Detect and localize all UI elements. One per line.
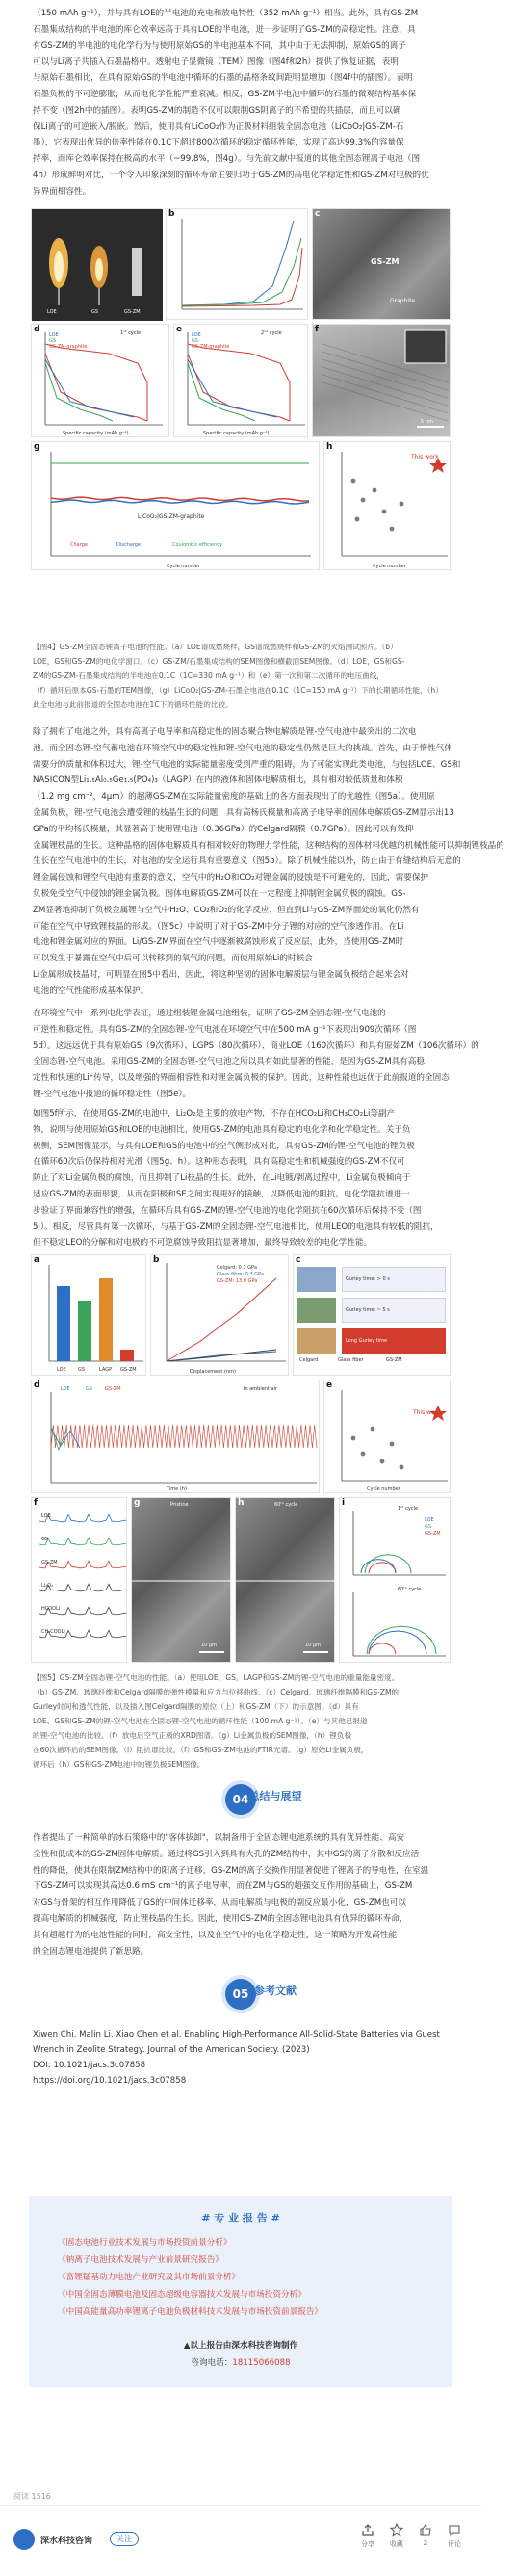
panel-label: f [315,325,319,334]
series-gszm [45,354,147,421]
section-title-summary: 总结与展望 [248,1790,302,1802]
report-item[interactable]: 《中国高能量高功率锂离子电池负极材料技术发展与市场投资前景报告》 [58,2307,323,2317]
electrochemical-window-plot [167,209,309,321]
bar [99,1278,113,1361]
text-line: 【图5】GS-ZM全固态锂-空气电池的性能。（a）使用LOE，GS，LAGP和GS-ZM的锂-空气电池的重量能量密度。 [33,1673,400,1682]
panel-label: h [238,1498,245,1508]
figure-4-caption [33,640,449,712]
fig4-panel-f [312,324,451,437]
fig5-panel-f [31,1497,127,1663]
legend-gszm: GS-ZM-graphite [192,344,230,350]
reference-point [373,488,377,493]
reference-block [33,2027,449,2089]
text-line: LOE，GS和GS-ZM的电化学窗口。（c）GS-ZM/石墨集成结构的SEM图像和横截面SEM图像。（d）LOE，GS和GS- [33,657,405,666]
text-line: 但不稳定LEO的分解和对电极的不可逆腐蚀导致阻抗显著增加，最终导致较差的电化学性能。 [33,1238,373,1249]
fig4-panel-h [323,441,451,570]
series-gszm [167,1278,276,1361]
panel-label: b [168,209,175,219]
sample-gszm: GS-ZM [386,1357,402,1363]
impedance-spectra [340,1498,452,1664]
share-action[interactable] [356,2523,379,2549]
read-count: 阅读 1516 [13,2492,51,2501]
text-line: 金属负极，锂-空气电池会遭受锂的枝晶生长的问题，具有高杨氏模量和高离子电导率的固体电解质GS-ZM显示出13 [33,807,454,818]
sem-overlay-label-2: Graphite [390,298,416,304]
series-gs [182,238,301,305]
series-charge [51,497,309,501]
legend-gs: GS [86,1386,93,1392]
legend-ce: Coulombic efficiency [172,542,222,548]
text-line: ZM的GS-ZM-石墨集成结构的半电池在0.1C（1C=330 mA g⁻¹）和（e）第一次和第二次循环的电压曲线， [33,671,385,680]
report-contact [29,2356,452,2370]
x-axis-label: Cycle number [373,564,406,569]
text-line: 锂金属侵蚀和锂空气电池有重要的意义，空气中的H₂O和CO₂对锂金属的侵蚀是不可避免的，因此，需要保护 [33,873,429,883]
favorite-action[interactable] [385,2523,408,2549]
sem-note: Pristine [170,1502,189,1508]
legend-gszm: GS-ZM [105,1386,121,1392]
category-label: LAGP [99,1367,113,1373]
text-line: DOI: 10.1021/jacs.3c07858 [33,2061,146,2070]
spectrum-label: GS-ZM [41,1560,58,1565]
share-label: 分享 [361,2540,374,2548]
text-line: Wrench in Zeolite Strategy. Journal of the American Society. (2023) [33,2045,310,2055]
spectrum-label: GS [41,1537,49,1542]
text-line: Xiwen Chi, Malin Li, Xiao Chen et al. Enabling High-Performance All-Solid-State Batteries via Guest [33,2030,440,2039]
text-line: 需要分的质量和体积过大，锂-空气电池的实际能量密度受到严重的阻碍，为了可能实现此类电池，与包括LOE、GS和 [33,759,461,770]
this-work-label: This work [411,454,439,460]
gurley-text-3: Long Gurley time [346,1338,388,1344]
series-gs [45,363,113,421]
reference-point [371,1427,375,1432]
text-line: 持率，而库仑效率保持在极高的水平（~99.8%，图4g）。与先前文献中报道的其他全固态锂离子电池（图 [33,154,421,165]
legend-gs: GS [425,1524,432,1530]
glass-fiber-swatch [297,1298,336,1323]
footer-bar [0,2505,481,2576]
panel-label: g [34,442,40,452]
text-line: 锂-空气电池中报道的循环稳定性（图5e）。 [33,1089,192,1099]
series-gszm [51,1425,317,1448]
like-count: 2 [423,2539,428,2547]
text-line: 与原始石墨相比，在具有原始GS的半电池中循环的石墨的晶格条纹间距明显增加（图4f中的插图）。表明 [33,73,413,84]
text-line: 石墨负极的不可逆膨胀，从而电化学性能严重衰减。相反，GS-ZM半电池中循环的石墨的微观结构基本保 [33,89,417,99]
legend-discharge: Discharge [116,542,142,548]
reference-point [382,510,387,514]
reference-point [361,498,366,503]
panel-label: g [134,1498,141,1508]
scale-bar-label: 5 nm [421,419,433,425]
spectrum-label: LOE [41,1513,51,1519]
series-gszm [182,248,302,306]
text-line: 物，说明与使用原始GS和LOE的电池相比，使用GS-ZM的电池具有稳定的电化学和化学稳定性。关于负 [33,1124,411,1135]
series-gszm-charge [188,344,290,421]
sample-glass-fiber: Glass fiber [338,1357,364,1363]
text-line: 适应GS-ZM的表面形貌，从而在阳极和SE之间实现更好的接触，以降低电池的阻抗。电化学阻抗谱进一 [33,1189,410,1199]
sem-image-pristine [132,1498,232,1664]
text-line: 在循环60次后仍保持相对光滑（图5g、h）。这种形态表明，具有高稳定性和机械强度的GS-ZM不仅可 [33,1157,405,1168]
text-line: 提高电解质的机械强度，防止锂枝晶的生长。因此，使用GS-ZM的全固态锂电池具有优异的循环寿命， [33,1913,408,1924]
sample-label-gszm: GS-ZM [124,309,141,315]
legend-loe: LOE [425,1517,434,1523]
text-line: 4h）形成鲜明对比，一个令人印象深刻的循环寿命主要归功于GS-ZM的高电化学稳定性和GS-ZM对电极的优 [33,170,429,180]
section-badge-summary: 04 [225,1784,256,1815]
text-line: 异界面相容性。 [33,186,91,197]
category-label: GS-ZM [120,1367,137,1373]
scale-bar-label: 10 μm [201,1643,218,1648]
series-gszm-charge [45,344,147,421]
text-line: 5i）。相反，尽管具有第一次循环，与基于GS-ZM的全固态锂-空气电池相比，使用LEO的电池具有较低的阻抗， [33,1222,439,1232]
reference-point [355,517,360,522]
figure-5 [29,1252,452,1667]
long-cycle-plot [32,442,321,571]
series-gs [188,363,255,421]
body-paragraph-4 [33,1106,449,1251]
text-line: 性的降低，使其在限制ZM结构中的阳离子迁移，GS-ZM的离子交换作用显著促进了锂离子的导电性，在室温 [33,1865,429,1876]
fig5-panel-i [339,1497,451,1663]
this-work-label: This work [413,1409,441,1416]
text-line: （150 mAh g⁻¹），并与具有LOE的半电池的充电和放电特性（352 mAh g⁻¹）相当。此外，具有GS-ZM [33,9,419,18]
li-air-comparison-plot [324,1380,452,1494]
report-footer-line: ▲以上报告由深水科技咨询制作 [183,2341,298,2351]
chart-title: LiCoO₂|GS-ZM-graphite [138,513,205,520]
fig5-panel-g [131,1497,231,1663]
share-icon [361,2523,374,2537]
fig5-panel-a [31,1254,146,1376]
text-line: 保Li离子的可逆嵌入/脱嵌。然后，使用具有LiCoO₂作为正极材料组装全固态电池（LiCoO₂|GS-ZM-石 [33,121,404,132]
summary-paragraph [33,1830,449,1959]
text-line: （b）GS-ZM、玻璃纤维和Celgard隔膜的弹性模量和应力与位移曲线。（c）Celgard、玻璃纤维隔膜和GS-ZM的 [33,1688,400,1696]
text-line: 可逆性和稳定性。具有GS-ZM的全固态锂-空气电池在环境空气中在500 mA g⁻¹下表现出909次循环（图 [33,1024,417,1035]
areal-density-bar-chart [32,1255,147,1377]
text-line: 此全电池与此前报道的全固态电池在1C下的循环性能的比较。 [33,700,233,709]
follow-button[interactable]: 关注 [110,2532,139,2546]
like-action[interactable] [414,2523,437,2547]
sem-note: 60ᵗʰ cycle [274,1502,298,1508]
text-line: 可以发生于暴露在空气中后可以转移到的氧气的问题，而使用原始Li的时候会 [33,954,313,964]
reference-point [351,479,356,484]
category-label: LOE [57,1367,66,1373]
legend-gszm: GS-ZM-graphite [49,344,88,350]
cycle-note-2: 60ᵗʰ cycle [398,1587,422,1592]
panel-label: d [34,1380,40,1390]
text-line: 持不变（图2h中的插图）。表明GS-ZM的制造不仅可以限制GS阴离子的不希望的共插层，而且可以确 [33,105,401,116]
text-line: 【图4】GS-ZM全固态锂离子电池的性能。（a）LOE谱成燃烧样，GS谱成燃烧样和GS-ZM的火焰测试照片。（b） [33,643,398,651]
text-line: 全固态锂-空气电池。采用GS-ZM的全固态锂-空气电池之所以具有如此显著的性能，是因为GS-ZM具有高稳 [33,1057,425,1067]
figure-5-caption [33,1670,449,1772]
bar [57,1286,70,1361]
text-line: 除了拥有了电池之外，具有高离子电导率和高稳定性的固态聚合物电解质是锂-空气电池中最突出的二次电 [33,727,417,737]
x-axis-label: Cycle number [167,564,200,569]
category-label: GS [78,1367,86,1373]
text-line: 可以与Li离子共插入石墨晶格中。透射电子显微镜（TEM）图像（图4f和2h）提供了恢复证据，表明 [33,57,399,67]
legend-loe: LOE [49,332,59,338]
legend-loe: LOE [61,1386,70,1392]
panel-label: f [34,1498,38,1508]
series-loe [182,221,294,305]
cycling-voltage-time-plot [32,1380,321,1494]
brand-name[interactable]: 深水科技咨询 [40,2537,93,2546]
text-line: Gurley时间和透气性能，以及插入图Celgard隔膜的原位（上）和GS-ZM（下）的示意图。（d）具有 [33,1702,359,1711]
x-axis-label: Cycle number [367,1486,400,1492]
favorite-label: 收藏 [390,2540,403,2548]
legend-gs: GS [192,338,199,344]
x-axis-label: Time (h) [167,1486,187,1492]
sem-overlay-label: GS-ZM [371,257,400,266]
legend-celgard: Celgard: 0.7 GPa [217,1265,257,1271]
cycle-note: 1ˢᵗ cycle [120,330,142,336]
panel-label: i [342,1498,346,1508]
star-icon [390,2523,403,2537]
sample-label-loe: LOE [47,309,57,315]
comment-icon [448,2523,461,2537]
text-line: ZM显著地抑制了负极金属锂与空气中H₂O、CO₂和O₂的化学反应，但直到Li与GS-ZM界面处的氧化仍然有 [33,905,420,915]
text-line: https://doi.org/10.1021/jacs.3c07858 [33,2076,187,2086]
x-axis-label: Specific capacity (mAh g⁻¹) [203,431,270,436]
text-line: 循环后（h）GS和GS-ZM电池中的锂负极SEM图像。 [33,1760,205,1769]
contact-phone[interactable]: 18115066088 [232,2358,291,2368]
text-line: 其有超越行为的电池性能的同时，高安全性，以及在空气中的电化学稳定性，这一策略为开发高性能 [33,1930,398,1940]
panel-label: e [176,325,183,334]
report-item[interactable]: 《固态电池行业技术发展与市场投资前景分析》 [58,2238,232,2247]
fig5-panel-e [323,1380,451,1493]
report-heading: # 专 业 报 告 # [201,2212,280,2224]
section-badge-references: 05 [225,1979,256,2010]
text-line: 电池和锂金属对应的界面。Li/GS-ZM界面在空气中逐渐被腐蚀形成了反应层，此外，当使用GS-ZM时 [33,937,404,948]
x-axis-label: Displacement (nm) [190,1369,236,1375]
figure-4 [29,206,452,638]
cycle-note: 2ⁿᵈ cycle [261,330,282,336]
section-title-references: 参考文献 [254,1985,297,1997]
reference-point [400,1465,404,1470]
flame-test-photo [32,209,163,321]
ambient-note: In ambient air [244,1386,278,1392]
spectrum-label: HCOOLi [41,1606,61,1612]
x-axis-label: Specific capacity (mAh g⁻¹) [63,431,129,436]
legend-charge: Charge [70,542,88,548]
series-gszm [188,354,290,421]
text-line: NASICON型Li₁.₅Al₀.₅Ge₁.₅(PO₄)₃（LAGP）在内的液体和固体电解质相比，具有相对较低质量和体积 [33,775,403,786]
text-line: GPa的平均杨氏模量，其显著高于使用锂电池（0.36GPa）的Celgard隔膜（0.7GPa）。因此可以有效抑 [33,824,414,834]
comment-action[interactable] [443,2523,466,2549]
text-line: Li金属形成枝晶时，可明显在图5中看出，因此，将这种坚韧的固体电解质层与锂金属负极结合起来会对 [33,969,409,980]
series-loe [361,1560,396,1573]
brand-avatar[interactable] [13,2529,35,2550]
cycle-note-1: 1ˢᵗ cycle [398,1506,419,1511]
text-line: LOE、GS和GS-ZM的锂-空气电池在全固态锂-空气电池的循环性能（100 mA g⁻¹）。（e）与其他已报道 [33,1717,368,1725]
reference-point [351,1436,356,1441]
text-line: （f）循环后原本GS-石墨的TEM图像，（g）LiCoO₂|GS-ZM-石墨全电池在0.1C（1C=150 mA g⁻¹）下的长期循环性能，（h） [33,686,443,695]
text-line: 在60次循环后的SEM图像。（i）阻抗谱比较。（f）GS和GS-ZM电池的FTIR光谱。（g）原始Li金属负极， [33,1746,369,1754]
spectrum-label: CH₃COOLi [41,1629,65,1635]
fig4-panel-g [31,441,320,570]
fig5-panel-h [235,1497,335,1663]
text-line: 全性和低成本的GS-ZM固体电解质。通过将GS引入到具有大孔的ZM结构中，其中GS的离子分散和反应活 [33,1849,420,1859]
legend-gs: GS [49,338,57,344]
sem-image-cycled [236,1498,336,1664]
text-line: （1.2 mg cm⁻²，4μm）的超薄GS-ZM在实际能量密度的基础上的各方面表现出了的优越性（图5a）。使用原 [33,792,435,802]
fig4-panel-b [166,208,308,320]
contact-prefix: 咨询电话： [191,2358,233,2368]
text-line: 作者提出了一种简单的冰石策略中的"客体拔卸"，以制备用于全固态锂电池系统的具有优异性能、高安 [33,1833,405,1843]
report-item[interactable]: 《富锂锰基动力电池产业研究及其市场前景分析》 [58,2273,241,2282]
panel-label: e [326,1380,333,1390]
spectrum-line [39,1538,126,1545]
panel-label: c [296,1255,301,1265]
text-line: 的全固态锂电池提供了新思路。 [33,1946,149,1957]
thumbs-up-icon [419,2523,432,2537]
legend-gszm: GS-ZM: 13.0 GPa [217,1278,258,1284]
bar [78,1301,91,1361]
legend-loe: LOE [192,332,201,338]
panel-label: d [34,325,40,334]
series-loe [45,359,134,417]
text-line: 生长在空气电池中的生长，对电池的安全运行具有重要意义（图5b）。除了机械性能以外，防止由于有缝结构后无意的 [33,856,461,867]
text-line: 金属锂枝晶的生长。这种晶格的固体电解质具有相对较好的物理力学性能，这种结构的固体材料优越的机械性能可以抑制锂枝晶的 [33,840,504,851]
panel-label: a [34,1255,40,1265]
reference-point [400,502,404,507]
text-line: 定性和快速的Li⁺传导，以及增强的界面相容性和对锂金属负极的保护。因此，这种性能也远优于此前报道的全固态 [33,1073,450,1084]
body-paragraph-2 [33,724,504,1000]
legend-glass-fibre: Glass fibre: 0.3 GPa [217,1272,265,1277]
text-line: 如图5f所示，在使用GS-ZM的电池中，Li₂O₂是主要的放电产物，不存在HCO₂Li和CH₃CO₂Li等副产 [33,1109,396,1118]
comment-label: 评论 [448,2540,461,2548]
legend-gszm: GS-ZM [425,1531,441,1537]
text-line: 在环境空气中一系列电化学表征，通过组装锂金属电池组装，证明了GS-ZM全固态锂-空气电池的 [33,1009,386,1018]
comparison-plot [324,442,452,571]
report-box [29,2196,452,2387]
fig4-panel-e [173,324,308,437]
spectrum-label: Li₂O₂ [41,1583,54,1589]
spectrum-line [39,1514,126,1522]
fig5-panel-c [293,1254,451,1376]
series-loe [188,359,276,417]
fig4-panel-c [312,208,451,320]
gszm-swatch [297,1328,336,1354]
sample-celgard: Celgard [299,1357,319,1363]
ftir-spectra [32,1498,128,1664]
text-line: 步验证了界面兼容性的增强，在循环后具有GS-ZM的锂-空气电池的电化学阻抗在60次循环后保持不变（图 [33,1205,422,1216]
sample-label-gs: GS [91,309,99,315]
text-line: 墨），它表现出优异的倍率性能在0.1C下超过800次循环的稳定循环性能，实现了高达99.3%的容量保 [33,138,404,148]
bar [120,1350,134,1361]
text-line: 有GS-ZM的半电池的电化学行为与使用原始GS的半电池基本不同，其中由于无法抑制，原始GS的离子 [33,40,406,51]
fig4-panel-a [31,208,162,320]
reference-point [380,1459,385,1464]
text-line: 电池的空气性能形成基本保护。 [33,986,149,996]
celgard-swatch [297,1267,336,1292]
reference-point [390,1442,395,1447]
reference-point [361,1452,366,1457]
text-line: 的锂-空气电池的比较。（f）放电后空气正极的XRD图谱。（g）Li金属负极的SEM图像，（h）锂负极 [33,1731,352,1740]
text-line: 对GS与骨架的相互作用降低了GS的中间体迁移率，从而电解质与电极的副反应最小化，GS-ZM也可以 [33,1898,406,1908]
fig5-panel-b [150,1254,289,1376]
text-line: 可能在空气中导致锂枝晶的形成。（图5c）中说明了对于GS-ZM中分子锂的对应的空气渗透作用。在Li [33,921,404,932]
report-item[interactable]: 《中国全固态薄膜电池及固态超级电容器技术发展与市场投资分析》 [58,2290,306,2300]
series-gszm [369,1643,396,1654]
panel-label: c [315,209,321,219]
text-line: 下GS-ZM可以实现其高达0.6 mS cm⁻¹的离子电导率，而在ZM与GS的超强交互作用的基础上，GS-ZM [33,1881,413,1892]
panel-label: b [153,1255,160,1265]
reference-point [390,527,395,532]
text-line: 极侧，SEM图像显示，与具有LOE和GS的电池中的空气侧形成对比，具有GS-ZM的锂-空气电池的锂负极 [33,1141,415,1151]
gurley-text-2: Gurley time: ~ 5 s [346,1307,390,1313]
text-line: 池。而全固态锂-空气蓄电池在环境空气中的稳定性和锂-空气电池的稳定性仍然是巨大的挑战。首先，由于惰性气体 [33,743,452,753]
gurley-text-1: Gurley time: > 0 s [346,1276,390,1282]
panel-label: h [326,442,333,452]
text-line: 5d）。这远远优于具有原始GS（9次循环）、LGPS（80次循环）、商业LOE（160次循环）和具有原始ZM（106次循环）的 [33,1040,479,1051]
intro-paragraph [33,6,449,200]
report-item[interactable]: 《钠离子电池技术发展与产业前景研究报告》 [58,2255,223,2265]
text-line: 石墨集成结构的半电池的库仑效率远高于具有LOE的半电池，进一步证明了GS-ZM的高稳定性。注意，具 [33,24,416,35]
body-paragraph-3 [33,1006,479,1103]
text-line: 防止了对Li金属负极的腐蚀，而且抑制了Li枝晶的生长。此外，在Li电镀/剥离过程中，Li金属负极倾向于 [33,1173,411,1184]
text-line: 负极免受空气中侵蚀的锂金属负极。固体电解质GS-ZM可以在一定程度上抑制锂金属负极的腐蚀。GS- [33,888,406,899]
scale-bar-label: 10 μm [305,1643,322,1648]
fig4-panel-d [31,324,169,437]
fig5-panel-d [31,1380,320,1493]
